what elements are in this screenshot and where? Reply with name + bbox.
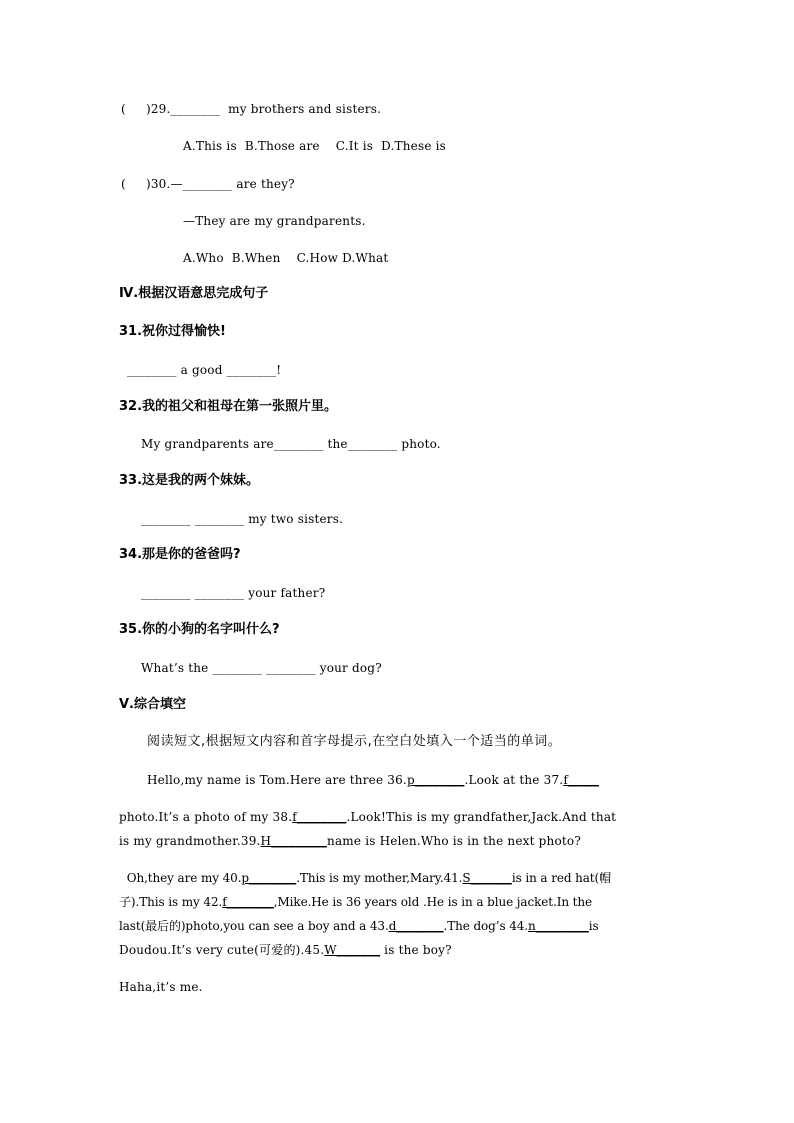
passage-line-1: Hello,my name is Tom.Here are three 36.p________.Look at the 37.f_____ — [147, 773, 599, 787]
question-32-english: My grandparents are________ the________ photo. — [141, 437, 441, 451]
question-33-english: ________ ________ my two sisters. — [141, 512, 344, 526]
question-35-chinese: 35.你的小狗的名字叫什么? — [119, 622, 280, 637]
passage-line-2: photo.It’s a photo of my 38.f________.Look!This is my grandfather,Jack.And that — [119, 810, 617, 824]
question-30-answer: —They are my grandparents. — [183, 214, 366, 228]
passage-line-6: last(最后的)photo,you can see a boy and a 43.d________.The dog’s 44.n_________is — [119, 919, 599, 933]
section-5-instruction: 阅读短文,根据短文内容和首字母提示,在空白处填入一个适当的单词。 — [147, 734, 562, 749]
question-35-english: What’s the ________ ________ your dog? — [141, 661, 382, 675]
question-29: ( )29.________ my brothers and sisters. — [121, 102, 382, 116]
question-29-options: A.This is B.Those are C.It is D.These is — [183, 139, 447, 153]
passage-line-3: is my grandmother.39.H_________name is Helen.Who is in the next photo? — [119, 834, 581, 848]
question-32-chinese: 32.我的祖父和祖母在第一张照片里。 — [119, 399, 338, 414]
question-31-chinese: 31.祝你过得愉快! — [119, 324, 226, 339]
question-30: ( )30.—________ are they? — [121, 177, 295, 191]
passage-line-7: Doudou.It’s very cute(可爱的).45.W_______ is the boy? — [119, 943, 452, 957]
question-31-english: ________ a good ________! — [127, 363, 282, 377]
section-5-title: Ⅴ.综合填空 — [119, 697, 186, 712]
question-34-english: ________ ________ your father? — [141, 586, 326, 600]
question-33-chinese: 33.这是我的两个妹妹。 — [119, 473, 260, 488]
question-30-options: A.Who B.When C.How D.What — [183, 251, 389, 265]
question-34-chinese: 34.那是你的爸爸吗? — [119, 547, 241, 562]
passage-line-5: 子).This is my 42.f________,Mike.He is 36 years old .He is in a blue jacket.In the — [119, 895, 593, 909]
passage-line-8: Haha,it’s me. — [119, 980, 203, 994]
section-4-title: Ⅳ.根据汉语意思完成句子 — [119, 286, 269, 301]
passage-line-4: Oh,they are my 40.p________.This is my mother,Mary.41.S_______is in a red hat(帽 — [123, 871, 612, 885]
